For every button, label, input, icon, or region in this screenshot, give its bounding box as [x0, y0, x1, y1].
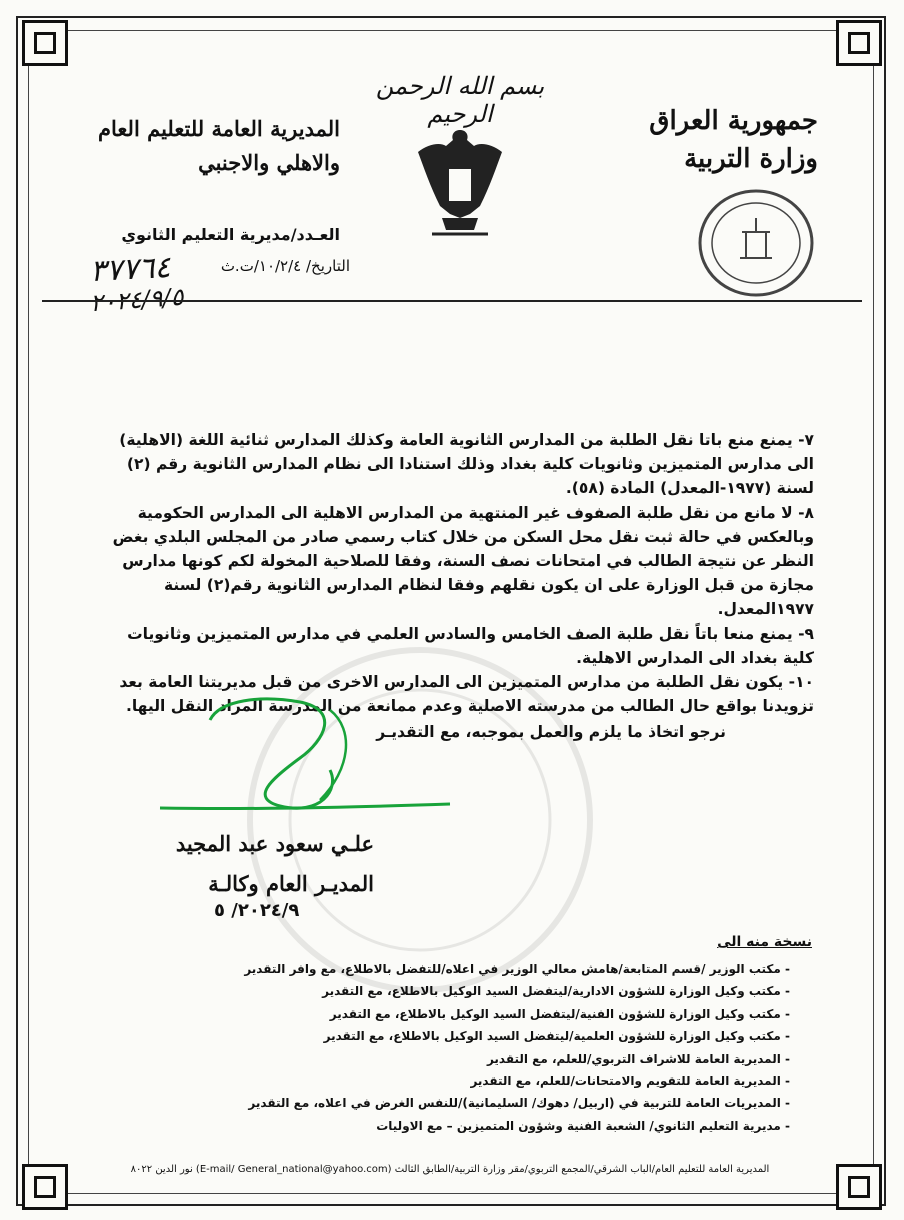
directorate-title: المديرية العامة للتعليم العام [98, 116, 340, 141]
footer-address: المديرية العامة للتعليم العام/الباب الشرقي/المجمع التربوي/مقر وزارة التربية/الطابق الثالث (E-mail/ General_national@yahoo.com) نور الدين ٨٠٢٢ [130, 1164, 770, 1175]
clause-10: ١٠- يكون نقل الطلبة من مدارس المتميزين الى المدارس الاخرى من قبل مديريتنا العامة بعد تزويدنا بواقع حال الطالب من مدرسته الاصلية وعدم ممانعة من المدرسة المراد النقل اليها. [119, 673, 814, 716]
date-label: التاريخ/ ١٠/٢/٤/ت.ث [220, 257, 350, 275]
clause-7: ٧- يمنع منع باتا نقل الطلبة من المدارس الثانوية العامة وكذلك المدارس ثنائية اللغة (الاهلية) الى مدارس المتميزين وثانويات كلية بغداد وذلك استنادا الى نظام المدارس الثانوية رقم (٢) لسنة (١٩٧٧-المعدل) المادة (٥٨). [119, 431, 814, 498]
signatory-title: المديـر العام وكالـة [208, 871, 374, 896]
signatory-name: علـي سعود عبد المجيد [175, 831, 374, 856]
list-item: - مديرية التعليم الثانوي/ الشعبة الفنية وشؤون المتميزين – مع الاوليات [376, 1118, 790, 1133]
list-item: - مكتب الوزير /قسم المتابعة/هامش معالي الوزير في اعلاه/للتفضل بالاطلاع، مع وافر التقدير [244, 962, 790, 976]
signatory-block [134, 824, 374, 904]
list-item: - المديريات العامة للتربية في (اربيل/ دهوك/ السليمانية)/للنفس الغرض في اعلاه، مع التقدير [248, 1096, 790, 1111]
list-item: - مكتب وكيل الوزارة للشؤون الادارية/ليتفضل السيد الوكيل بالاطلاع، مع التقدير [322, 984, 790, 999]
corner-ornament [836, 1164, 882, 1210]
ministry-seal [696, 188, 816, 298]
republic-name: جمهورية العراق [649, 106, 818, 136]
handwritten-reference-number: ٣٧٧٦٤ [89, 249, 172, 290]
list-item: - المديرية العامة للتقويم والامتحانات/للعلم، مع التقدير [470, 1074, 790, 1089]
copies-heading: نسخة منه الى [717, 934, 812, 950]
directorate-subtitle: والاهلي والاجنبي [198, 150, 340, 175]
list-item: - مكتب وكيل الوزارة للشؤون الفنية/ليتفضل السيد الوكيل بالاطلاع، مع التقدير [329, 1006, 790, 1021]
clause-8: ٨- لا مانع من نقل طلبة الصفوف غير المنتهية من المدارس الاهلية الى المدارس الحكومية وبالعكس في حالة ثبت نقل محل السكن من خلال كتاب رسمي صادر من المجلس البلدي بغض النظر عن نتيجة الطالب في امتحانات نصف السنة، وفقا للصلاحية المخولة لكم كونها مدارس مجازة من قبل الوزارة على ان يكون نقلهم وفقا لنظام المدارس الثانوية رقم(٢) لسنة ١٩٧٧المعدل. [112, 503, 814, 619]
list-item: - المديرية العامة للاشراف التربوي/للعلم، مع التقدير [486, 1051, 790, 1066]
header-divider [42, 300, 862, 302]
corner-ornament [22, 20, 68, 66]
copies-list [220, 958, 790, 1137]
corner-ornament [22, 1164, 68, 1210]
basmala: بسم الله الرحمن الرحيم [375, 72, 545, 128]
list-item: - مكتب وكيل الوزارة للشؤون العلمية/ليتفضل السيد الوكيل بالاطلاع، مع التقدير [323, 1029, 790, 1044]
closing-line: نرجو اتخاذ ما يلزم والعمل بموجبه، مع التقديـر [376, 723, 726, 742]
sender-block [598, 102, 818, 178]
handwritten-signature [150, 680, 490, 830]
signature-date: ٢٠٢٤/٩/ ٥ [214, 900, 300, 921]
clause-9: ٩- يمنع منعا باتاً نقل طلبة الصف الخامس والسادس العلمي في مدارس المتميزين وثانويات كلية بغداد الى المدارس الاهلية. [127, 624, 814, 667]
ministry-name: وزارة التربية [684, 144, 818, 174]
iraq-eagle-emblem [410, 122, 510, 244]
directorate-block [80, 112, 340, 180]
reference-label: العـدد/مديرية التعليم الثانوي [121, 225, 340, 244]
corner-ornament [836, 20, 882, 66]
handwritten-date: ٢٠٢٤/٩/٥ [89, 282, 185, 318]
